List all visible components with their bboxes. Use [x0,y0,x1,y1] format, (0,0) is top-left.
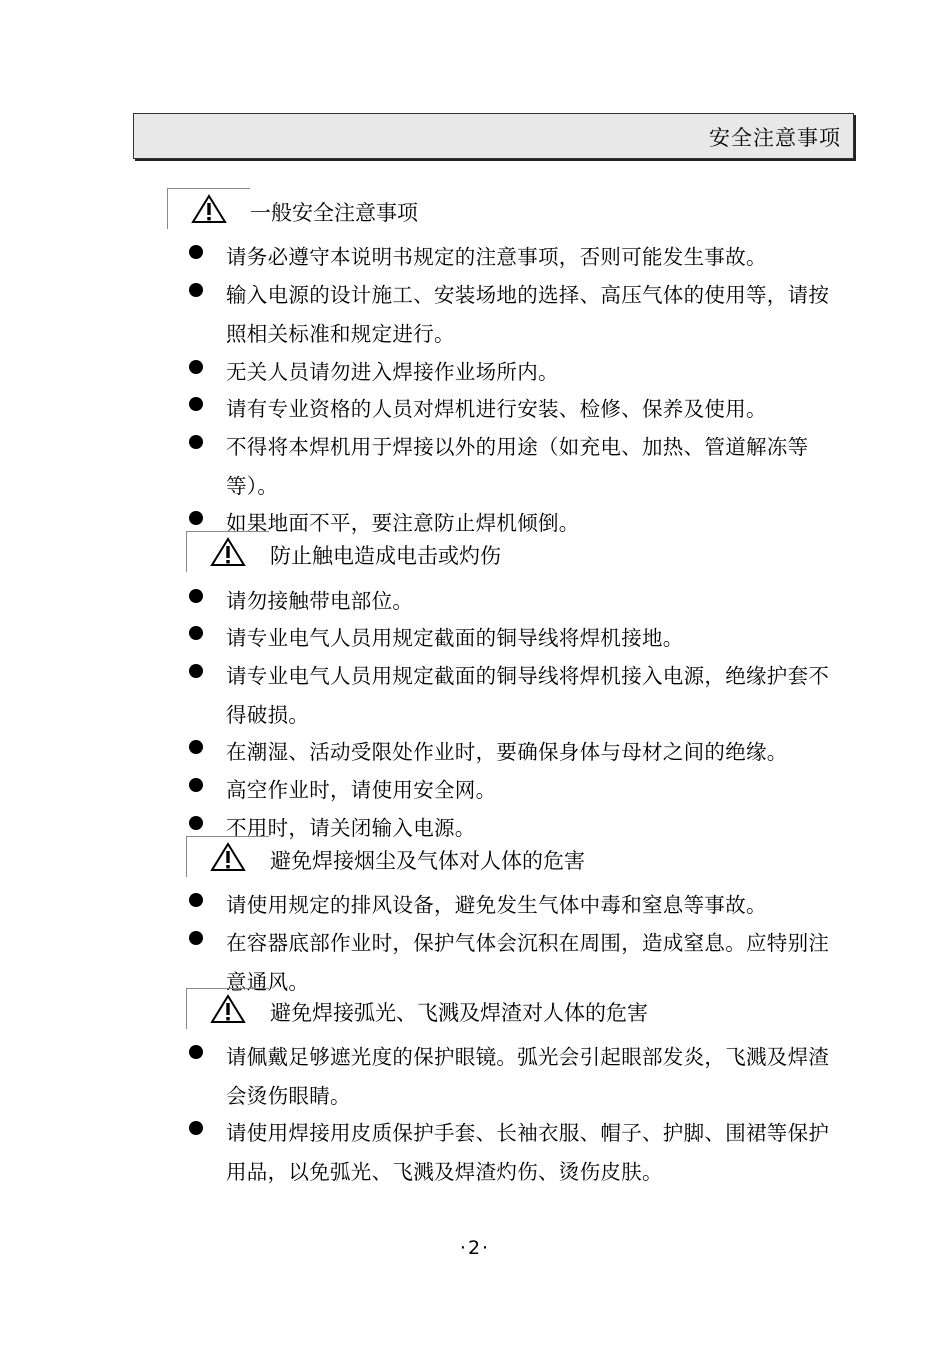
bullet [189,511,203,525]
section-title: 一般安全注意事项 [250,201,418,225]
bullet [189,931,203,945]
bullet [189,360,203,374]
page-title: 安全注意事项 [709,126,841,150]
bullet [189,664,203,678]
section-header-bar [133,113,854,159]
section-title: 避免焊接弧光、飞溅及焊渣对人体的危害 [270,1001,648,1025]
list-item-text: 请使用规定的排风设备，避免发生气体中毒和窒息等事故。 [226,893,767,917]
list-item-text: 请佩戴足够遮光度的保护眼镜。弧光会引起眼部发炎，飞溅及焊渣会烫伤眼睛。 [226,1045,830,1108]
section-general-safety [0,188,950,230]
bullet [189,397,203,411]
warning-triangle-icon [186,988,269,1029]
section-electric-shock [0,531,950,573]
bullet [189,893,203,907]
section-fumes-gases [0,836,950,878]
section-title: 防止触电造成电击或灼伤 [270,544,501,568]
list-item-text: 在容器底部作业时，保护气体会沉积在周围，造成窒息。应特别注意通风。 [226,931,830,994]
bullet [189,778,203,792]
warning-triangle-icon [186,531,269,572]
warning-triangle-icon [167,188,250,229]
list-item-text: 请勿接触带电部位。 [226,589,414,613]
bullet [189,283,203,297]
list-item-text: 请专业电气人员用规定截面的铜导线将焊机接入电源，绝缘护套不得破损。 [226,664,830,727]
page-number: ·2· [459,1237,491,1259]
list-item-text: 无关人员请勿进入焊接作业场所内。 [226,360,559,384]
list-item-text: 如果地面不平，要注意防止焊机倾倒。 [226,511,580,535]
bullet [189,1121,203,1135]
bullet [189,245,203,259]
list-item-text: 高空作业时，请使用安全网。 [226,778,497,802]
list-item-text: 输入电源的设计施工、安装场地的选择、高压气体的使用等，请按照相关标准和规定进行。 [226,283,830,346]
list-item-text: 在潮湿、活动受限处作业时，要确保身体与母材之间的绝缘。 [226,740,788,764]
list-item-text: 不用时，请关闭输入电源。 [226,816,476,840]
list-item-text: 请专业电气人员用规定截面的铜导线将焊机接地。 [226,626,684,650]
bullet [189,626,203,640]
bullet [189,740,203,754]
list-item-text: 不得将本焊机用于焊接以外的用途（如充电、加热、管道解冻等等）。 [226,435,809,498]
bullet [189,816,203,830]
bullet [189,589,203,603]
bullet [189,435,203,449]
list-item-text: 请使用焊接用皮质保护手套、长袖衣服、帽子、护脚、围裙等保护用品，以免弧光、飞溅及焊渣灼伤、烫伤皮肤。 [226,1121,830,1184]
bullet [189,1045,203,1059]
list-item-text: 请务必遵守本说明书规定的注意事项，否则可能发生事故。 [226,245,767,269]
section-arc-spatter [0,988,950,1030]
warning-triangle-icon [186,836,269,877]
list-item-text: 请有专业资格的人员对焊机进行安装、检修、保养及使用。 [226,397,767,421]
section-title: 避免焊接烟尘及气体对人体的危害 [270,849,585,873]
